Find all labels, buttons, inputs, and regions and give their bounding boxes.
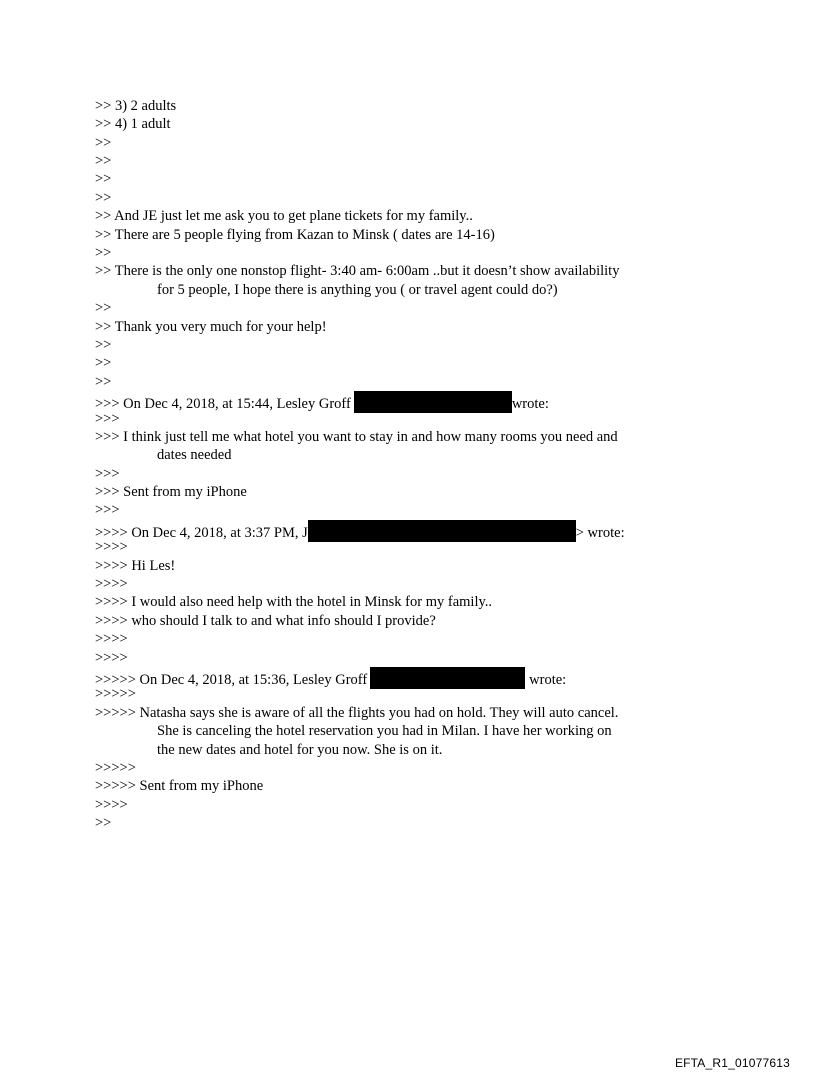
quoted-line-continued: dates needed [157,447,232,463]
quoted-line: >> [95,337,112,353]
quoted-line: >> [95,245,112,261]
quoted-line: >> [95,135,112,151]
quote-header [95,391,549,413]
quote-header [95,667,566,689]
quoted-line: >> And JE just let me ask you to get plane tickets for my family.. [95,208,473,224]
quoted-line: >>> [95,411,120,427]
quoted-line-continued: for 5 people, I hope there is anything you ( or travel agent could do?) [157,282,558,298]
quoted-line: >> [95,355,112,371]
quoted-line: >> [95,171,112,187]
quoted-line: >>>> I would also need help with the hotel in Minsk for my family.. [95,594,493,610]
quoted-line: >> 4) 1 adult [95,116,171,132]
quoted-line: >>>> [95,539,128,555]
quoted-line-continued: She is canceling the hotel reservation you had in Milan. I have her working on [157,723,612,739]
quoted-line: >>> [95,466,120,482]
quote-header [95,520,625,542]
quoted-line: >>>>> Natasha says she is aware of all the flights you had on hold. They will auto cancel. [95,705,619,721]
quote-header-text: >>> On Dec 4, 2018, at 15:44, Lesley Groff [95,396,351,412]
quoted-line: >>> [95,502,120,518]
quoted-line: >> [95,815,112,831]
quoted-line: >>> I think just tell me what hotel you want to stay in and how many rooms you need and [95,429,618,445]
quoted-line: >> Thank you very much for your help! [95,319,327,335]
quote-header-wrote: wrote: [511,396,549,412]
quote-header-wrote: > wrote: [575,525,625,541]
quoted-line: >>>> who should I talk to and what info should I provide? [95,613,436,629]
quoted-line: >>>> [95,797,128,813]
document-id-footer: EFTA_R1_01077613 [674,1056,790,1070]
quoted-line: >> [95,190,112,206]
quoted-line: >>>> [95,576,128,592]
quoted-line: >>> Sent from my iPhone [95,484,247,500]
quoted-line: >>>> [95,650,128,666]
quoted-line: >>>> Hi Les! [95,558,176,574]
redaction-block [354,391,512,413]
quoted-line: >>>> [95,631,128,647]
quoted-line-continued: the new dates and hotel for you now. She is on it. [157,742,443,758]
quoted-line: >>>>> Sent from my iPhone [95,778,264,794]
quote-header-wrote: wrote: [529,672,567,688]
quoted-line: >> [95,374,112,390]
quoted-line: >>>>> [95,760,136,776]
quoted-line: >>>>> [95,686,136,702]
redaction-block [308,520,576,542]
quoted-line: >> There is the only one nonstop flight- 3:40 am- 6:00am ..but it doesn’t show availability [95,263,620,279]
quote-header-text: >>>> On Dec 4, 2018, at 3:37 PM, J [95,525,308,541]
quoted-line: >> [95,153,112,169]
quote-header-text: >>>>> On Dec 4, 2018, at 15:36, Lesley Groff [95,672,368,688]
redaction-block [370,667,525,689]
quoted-line: >> 3) 2 adults [95,98,177,114]
quoted-line: >> There are 5 people flying from Kazan to Minsk ( dates are 14-16) [95,227,495,243]
quoted-line: >> [95,300,112,316]
